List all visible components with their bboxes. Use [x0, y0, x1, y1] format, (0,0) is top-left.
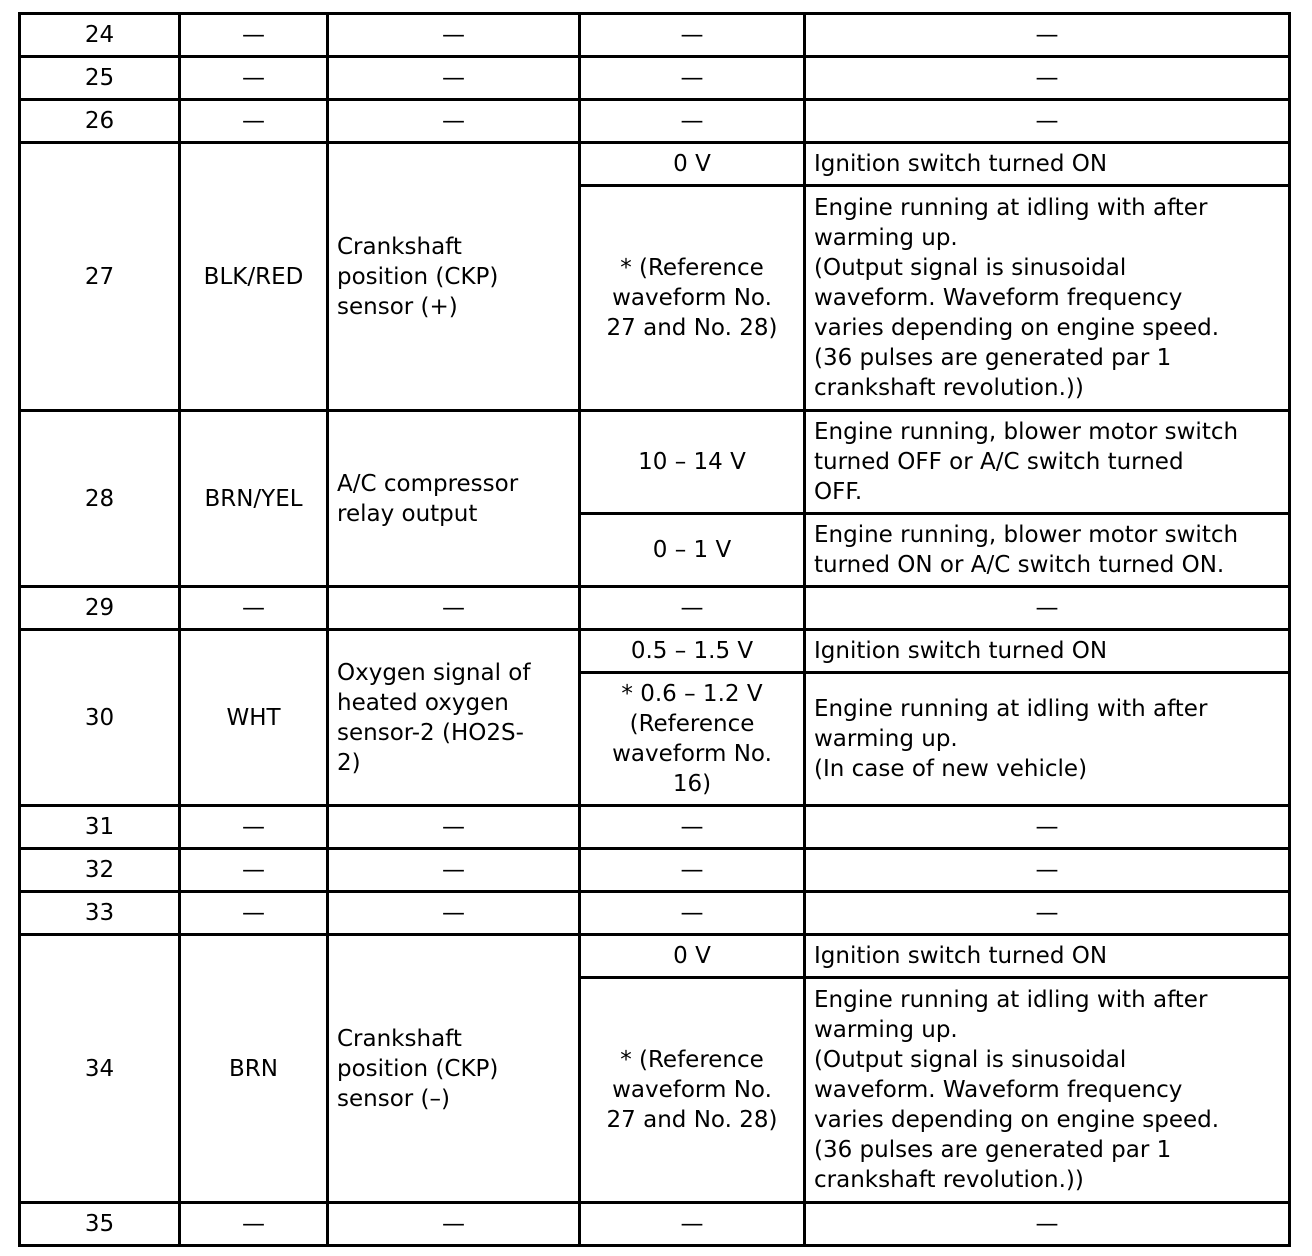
- condition: Ignition switch turned ON: [805, 630, 1290, 673]
- circuit-dash: —: [328, 1203, 580, 1246]
- voltage-dash: —: [580, 14, 805, 57]
- wire-color-dash: —: [180, 57, 328, 100]
- terminal-number: 32: [20, 849, 180, 892]
- table-row: [20, 14, 1290, 57]
- wire-color: BRN/YEL: [180, 411, 328, 587]
- voltage-dash: —: [580, 100, 805, 143]
- circuit-dash: —: [328, 100, 580, 143]
- terminal-number: 30: [20, 630, 180, 806]
- voltage-dash: —: [580, 587, 805, 630]
- wire-color-dash: —: [180, 587, 328, 630]
- normal-voltage: * (Reference waveform No. 27 and No. 28): [580, 978, 805, 1203]
- normal-voltage: 0 V: [580, 935, 805, 978]
- table-row: [20, 100, 1290, 143]
- table-row: [20, 630, 1290, 673]
- condition-dash: —: [805, 806, 1290, 849]
- condition-dash: —: [805, 849, 1290, 892]
- table-row: [20, 57, 1290, 100]
- normal-voltage: 0 V: [580, 143, 805, 186]
- wire-color-dash: —: [180, 14, 328, 57]
- condition: Ignition switch turned ON: [805, 935, 1290, 978]
- terminal-number: 26: [20, 100, 180, 143]
- table-row: [20, 411, 1290, 514]
- circuit-dash: —: [328, 892, 580, 935]
- condition-dash: —: [805, 14, 1290, 57]
- voltage-dash: —: [580, 849, 805, 892]
- normal-voltage: 10 – 14 V: [580, 411, 805, 514]
- circuit-dash: —: [328, 587, 580, 630]
- condition-dash: —: [805, 587, 1290, 630]
- condition: Engine running at idling with after warming up. (Output signal is sinusoidal waveform. Waveform frequency varies depending on engine speed. (36 pulses are generated par 1 crankshaft revolution.)): [805, 186, 1290, 411]
- wire-color: WHT: [180, 630, 328, 806]
- voltage-dash: —: [580, 1203, 805, 1246]
- voltage-dash: —: [580, 806, 805, 849]
- circuit-name: Crankshaft position (CKP) sensor (–): [328, 935, 580, 1203]
- condition-dash: —: [805, 1203, 1290, 1246]
- ecm-terminal-table: [18, 12, 1291, 1247]
- wire-color-dash: —: [180, 849, 328, 892]
- terminal-number: 33: [20, 892, 180, 935]
- table-row: [20, 143, 1290, 186]
- table-row: [20, 587, 1290, 630]
- table-body: [20, 14, 1290, 1246]
- table-row: [20, 892, 1290, 935]
- circuit-dash: —: [328, 14, 580, 57]
- circuit-dash: —: [328, 57, 580, 100]
- normal-voltage: 0 – 1 V: [580, 514, 805, 587]
- table-row: [20, 935, 1290, 978]
- condition: Engine running at idling with after warming up. (In case of new vehicle): [805, 673, 1290, 806]
- normal-voltage: 0.5 – 1.5 V: [580, 630, 805, 673]
- terminal-number: 34: [20, 935, 180, 1203]
- table-row: [20, 1203, 1290, 1246]
- terminal-number: 28: [20, 411, 180, 587]
- terminal-number: 35: [20, 1203, 180, 1246]
- circuit-name: Crankshaft position (CKP) sensor (+): [328, 143, 580, 411]
- terminal-number: 31: [20, 806, 180, 849]
- condition-dash: —: [805, 100, 1290, 143]
- wire-color-dash: —: [180, 1203, 328, 1246]
- terminal-number: 24: [20, 14, 180, 57]
- condition: Engine running, blower motor switch turned OFF or A/C switch turned OFF.: [805, 411, 1290, 514]
- condition: Engine running at idling with after warming up. (Output signal is sinusoidal waveform. Waveform frequency varies depending on engine speed. (36 pulses are generated par 1 crankshaft revolution.)): [805, 978, 1290, 1203]
- circuit-name: Oxygen signal of heated oxygen sensor-2 (HO2S- 2): [328, 630, 580, 806]
- wire-color: BRN: [180, 935, 328, 1203]
- wire-color-dash: —: [180, 892, 328, 935]
- terminal-number: 29: [20, 587, 180, 630]
- voltage-dash: —: [580, 892, 805, 935]
- normal-voltage: * 0.6 – 1.2 V (Reference waveform No. 16): [580, 673, 805, 806]
- circuit-dash: —: [328, 806, 580, 849]
- wire-color-dash: —: [180, 806, 328, 849]
- voltage-dash: —: [580, 57, 805, 100]
- wire-color-dash: —: [180, 100, 328, 143]
- terminal-number: 27: [20, 143, 180, 411]
- condition: Ignition switch turned ON: [805, 143, 1290, 186]
- table-row: [20, 849, 1290, 892]
- table-row: [20, 806, 1290, 849]
- circuit-name: A/C compressor relay output: [328, 411, 580, 587]
- condition: Engine running, blower motor switch turned ON or A/C switch turned ON.: [805, 514, 1290, 587]
- circuit-dash: —: [328, 849, 580, 892]
- condition-dash: —: [805, 892, 1290, 935]
- condition-dash: —: [805, 57, 1290, 100]
- normal-voltage: * (Reference waveform No. 27 and No. 28): [580, 186, 805, 411]
- wire-color: BLK/RED: [180, 143, 328, 411]
- terminal-number: 25: [20, 57, 180, 100]
